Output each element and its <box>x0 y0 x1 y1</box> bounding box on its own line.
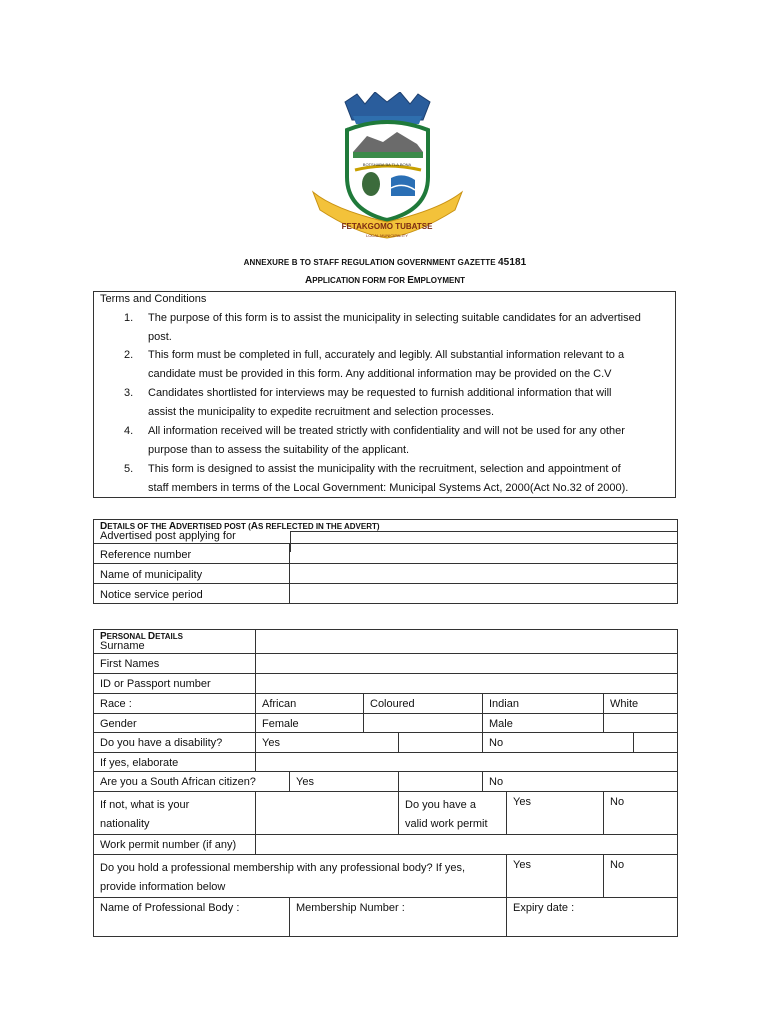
nationality-field[interactable] <box>256 792 399 835</box>
page-title: APPLICATION FORM FOR EMPLOYMENT <box>305 275 465 286</box>
nationality-label: If not, what is your nationality <box>94 792 256 835</box>
gazette-number: 45181 <box>498 257 527 268</box>
term-line: candidate must be provided in this form. Any additional information may be provided on the C.V <box>148 368 612 380</box>
term-number: 1. <box>124 312 134 324</box>
surname-text: Surname <box>100 640 145 652</box>
first-names-field[interactable] <box>256 654 678 674</box>
disability-yes-box[interactable] <box>399 733 483 753</box>
gender-male-box[interactable] <box>604 714 678 733</box>
id-number-field[interactable] <box>256 674 678 694</box>
gazette-reference <box>0 257 770 268</box>
membership-yes-option[interactable]: Yes <box>507 855 604 898</box>
term-line: The purpose of this form is to assist the municipality in selecting suitable candidates for an advertised <box>148 312 641 324</box>
gender-female-box[interactable] <box>364 714 483 733</box>
disability-yes-option[interactable]: Yes <box>256 733 399 753</box>
reference-number-label: Reference number <box>94 544 290 564</box>
advertised-post-field[interactable] <box>290 531 677 552</box>
expiry-date-label[interactable]: Expiry date : <box>507 898 678 937</box>
term-number: 2. <box>124 349 134 361</box>
race-option-african[interactable]: African <box>256 694 364 714</box>
disability-label: Do you have a disability? <box>94 733 256 753</box>
term-line: This form is designed to assist the municipality with the recruitment, selection and appointment of <box>148 463 621 475</box>
work-permit-question: Do you have a valid work permit <box>399 792 507 835</box>
term-line: All information received will be treated strictly with confidentiality and will not be used for any other <box>148 425 625 437</box>
municipal-crest-logo <box>305 92 470 242</box>
race-option-indian[interactable]: Indian <box>483 694 604 714</box>
term-line: post. <box>148 331 172 343</box>
professional-body-label[interactable]: Name of Professional Body : <box>94 898 290 937</box>
gazette-line: ANNEXURE B TO STAFF REGULATION GOVERNMENT GAZETTE <box>243 258 496 267</box>
work-permit-no-option[interactable]: No <box>604 792 678 835</box>
citizen-yes-box[interactable] <box>399 772 483 792</box>
disability-no-option[interactable]: No <box>483 733 634 753</box>
terms-heading: Terms and Conditions <box>100 293 207 305</box>
citizen-yes-option[interactable]: Yes <box>290 772 399 792</box>
race-option-coloured[interactable]: Coloured <box>364 694 483 714</box>
term-line: This form must be completed in full, accurately and legibly. All substantial information relevant to a <box>148 349 625 361</box>
elaborate-field[interactable] <box>256 753 678 772</box>
crest-motto: BOTSHABA BA TLA BONA <box>362 162 412 167</box>
notice-period-label: Notice service period <box>94 584 290 604</box>
term-number: 3. <box>124 387 134 399</box>
advertised-post-label: Advertised post applying for <box>100 530 236 542</box>
membership-no-option[interactable]: No <box>604 855 678 898</box>
citizen-no-option[interactable]: No <box>483 772 678 792</box>
crest-subtitle: LOCAL MUNICIPALITY <box>366 233 408 238</box>
id-number-label: ID or Passport number <box>94 674 256 694</box>
surname-label: PERSONAL DETAILS Surname <box>94 630 256 654</box>
municipality-name-field[interactable] <box>290 564 678 584</box>
race-option-white[interactable]: White <box>604 694 678 714</box>
term-number: 4. <box>124 425 134 437</box>
advertised-post-heading: DETAILS OF THE ADVERTISED POST (AS REFLECTED IN THE ADVERT) Advertised post applying for <box>94 520 678 544</box>
term-line: assist the municipality to expedite recruitment and selection processes. <box>148 406 495 418</box>
gender-label: Gender <box>94 714 256 733</box>
disability-no-box[interactable] <box>634 733 678 753</box>
crest-name: FETAKGOMO TUBATSE <box>341 222 433 231</box>
municipality-name-label: Name of municipality <box>94 564 290 584</box>
terms-and-conditions-box <box>93 291 676 498</box>
citizen-label: Are you a South African citizen? <box>94 772 290 792</box>
gender-option-male[interactable]: Male <box>483 714 604 733</box>
term-line: Candidates shortlisted for interviews may be requested to furnish additional information that will <box>148 387 612 399</box>
membership-question: Do you hold a professional membership with any professional body? If yes, provide information below <box>94 855 507 898</box>
surname-field[interactable] <box>256 630 678 654</box>
work-permit-number-label: Work permit number (if any) <box>94 835 256 855</box>
term-number: 5. <box>124 463 134 475</box>
first-names-label: First Names <box>94 654 256 674</box>
work-permit-number-field[interactable] <box>256 835 678 855</box>
elaborate-label: If yes, elaborate <box>94 753 256 772</box>
term-line: staff members in terms of the Local Government: Municipal Systems Act, 2000(Act No.32 of 2000). <box>148 482 629 494</box>
term-line: purpose than to assess the suitability of the applicant. <box>148 444 410 456</box>
notice-period-field[interactable] <box>290 584 678 604</box>
race-label: Race : <box>94 694 256 714</box>
personal-details-table <box>93 629 678 937</box>
work-permit-yes-option[interactable]: Yes <box>507 792 604 835</box>
membership-number-label[interactable]: Membership Number : <box>290 898 507 937</box>
gender-option-female[interactable]: Female <box>256 714 364 733</box>
